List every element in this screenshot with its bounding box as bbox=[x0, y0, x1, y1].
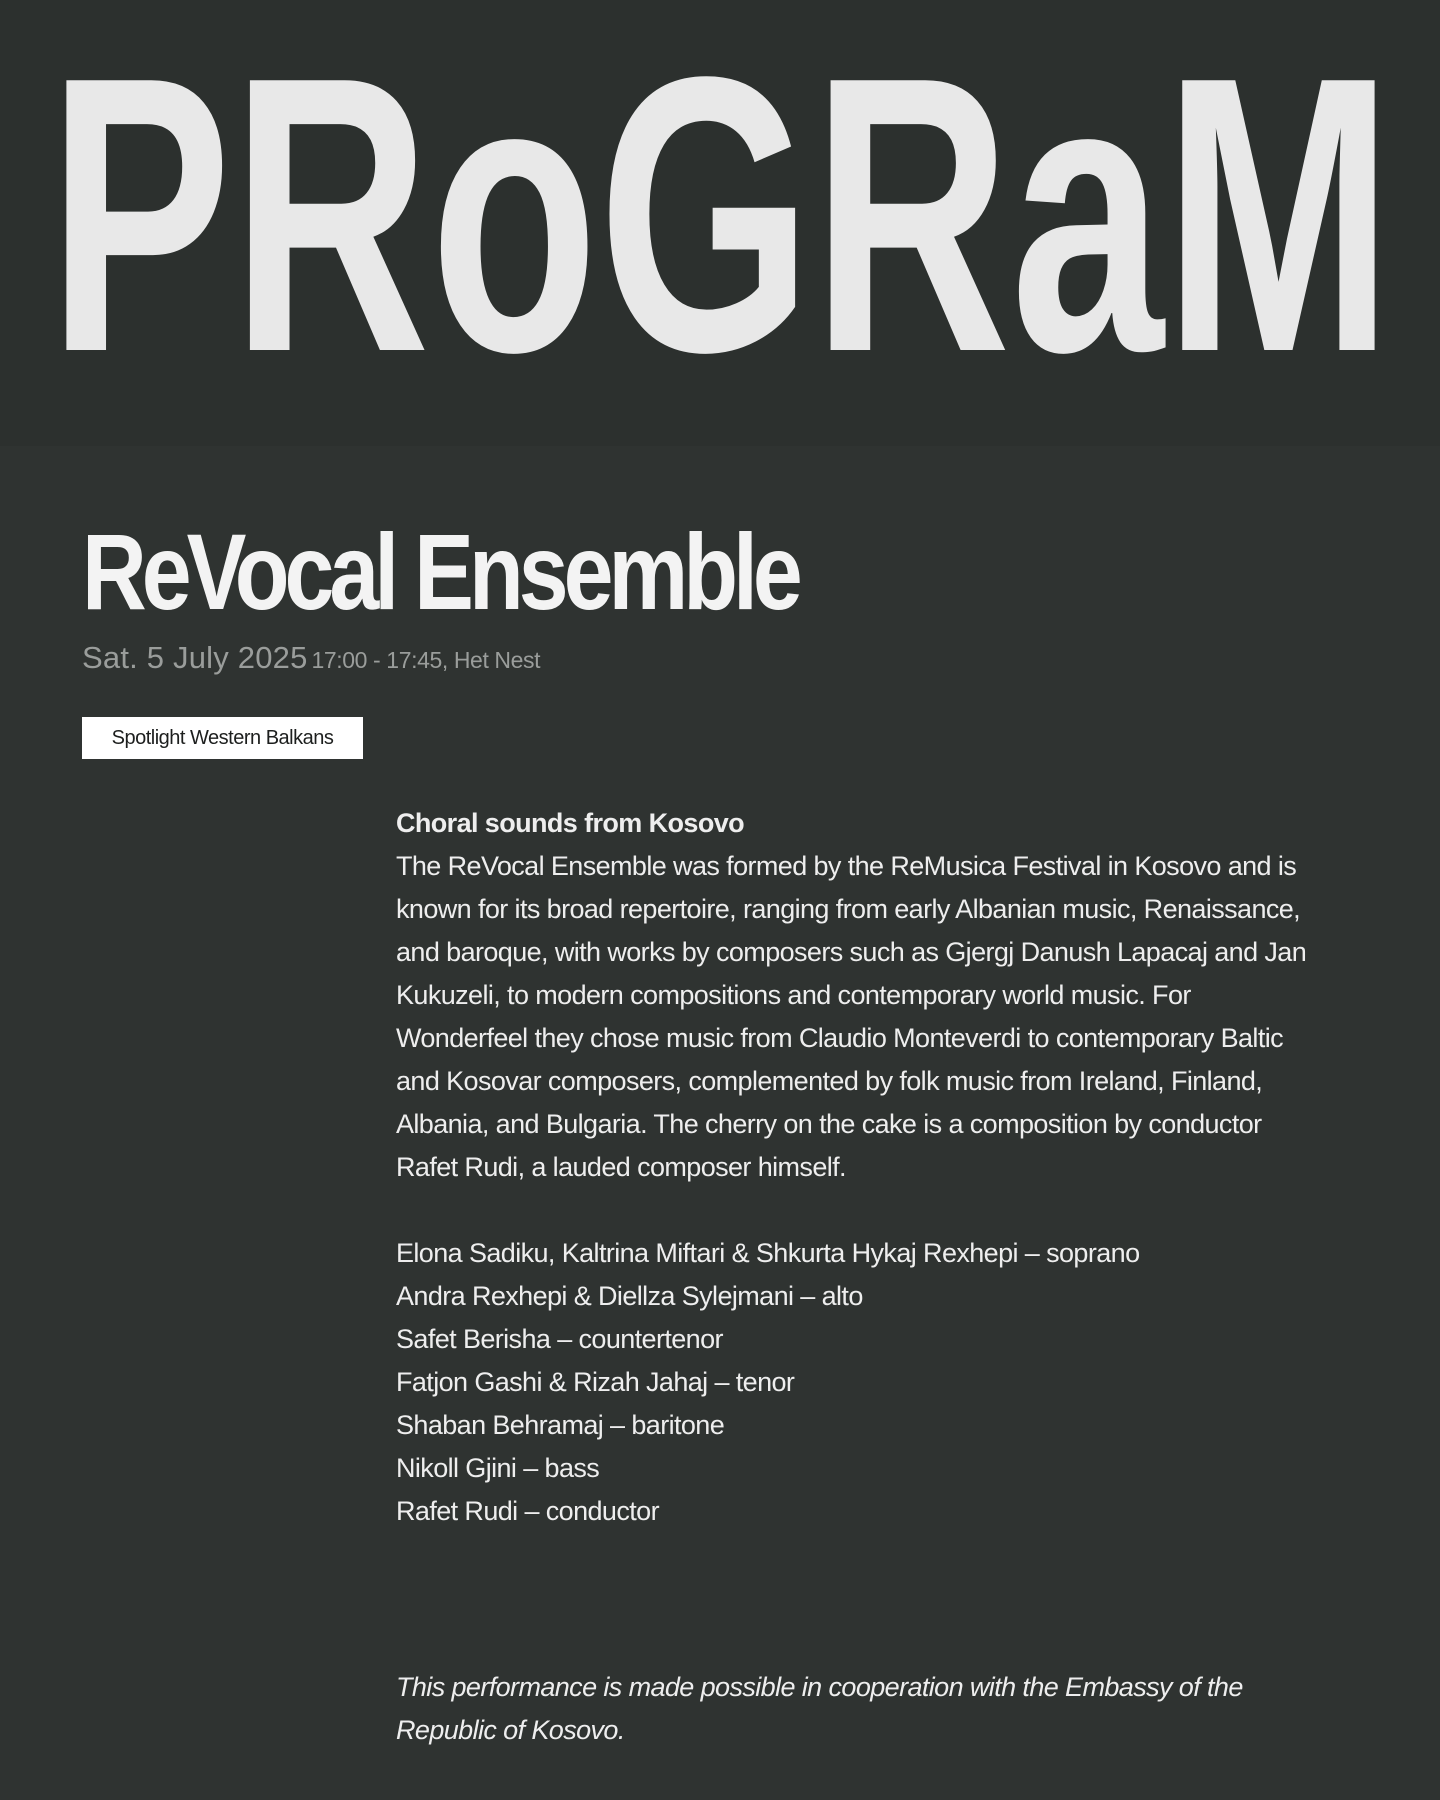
performer-item: Nikoll Gjini – bass bbox=[396, 1453, 600, 1483]
performer-item: Elona Sadiku, Kaltrina Miftari & Shkurta Hykaj Rexhepi – soprano bbox=[396, 1238, 1140, 1268]
performer-item: Fatjon Gashi & Rizah Jahaj – tenor bbox=[396, 1367, 795, 1397]
performer-item: Andra Rexhepi & Diellza Sylejmani – alto bbox=[396, 1281, 863, 1311]
header-banner bbox=[0, 0, 1440, 446]
event-description-section bbox=[396, 802, 1316, 1533]
performer-item: Rafet Rudi – conductor bbox=[396, 1496, 659, 1526]
program-logo-text: PRoGRaM bbox=[48, 0, 1393, 434]
event-date: Sat. 5 July 2025 bbox=[82, 640, 308, 675]
program-logo bbox=[0, 0, 1440, 446]
category-tag[interactable]: Spotlight Western Balkans bbox=[82, 717, 363, 759]
event-datetime bbox=[82, 640, 540, 676]
event-title: ReVocal Ensemble bbox=[82, 511, 798, 632]
performer-item: Shaban Behramaj – baritone bbox=[396, 1410, 725, 1440]
event-subtitle: Choral sounds from Kosovo bbox=[396, 808, 745, 838]
spacer bbox=[396, 1189, 1316, 1232]
program-logo-graphic bbox=[0, 0, 1440, 446]
event-time-venue: 17:00 - 17:45, Het Nest bbox=[311, 647, 541, 673]
sponsor-note: This performance is made possible in cooperation with the Embassy of the Republic of Kosovo. bbox=[396, 1672, 1243, 1745]
performer-list bbox=[396, 1232, 1316, 1533]
event-description: The ReVocal Ensemble was formed by the ReMusica Festival in Kosovo and is known for its broad repertoire, ranging from early Albanian music, Renaissance, and baroque, with works by composers such as Gjergj Danush Lapacaj and Jan Kukuzeli, to modern compositions and contemporary world music. For Wonderfeel they chose music from Claudio Monteverdi to contemporary Baltic and Kosovar composers, complemented by folk music from Ireland, Finland, Albania, and Bulgaria. The cherry on the cake is a composition by conductor Rafet Rudi, a lauded composer himself. bbox=[396, 851, 1307, 1182]
performer-item: Safet Berisha – countertenor bbox=[396, 1324, 723, 1354]
